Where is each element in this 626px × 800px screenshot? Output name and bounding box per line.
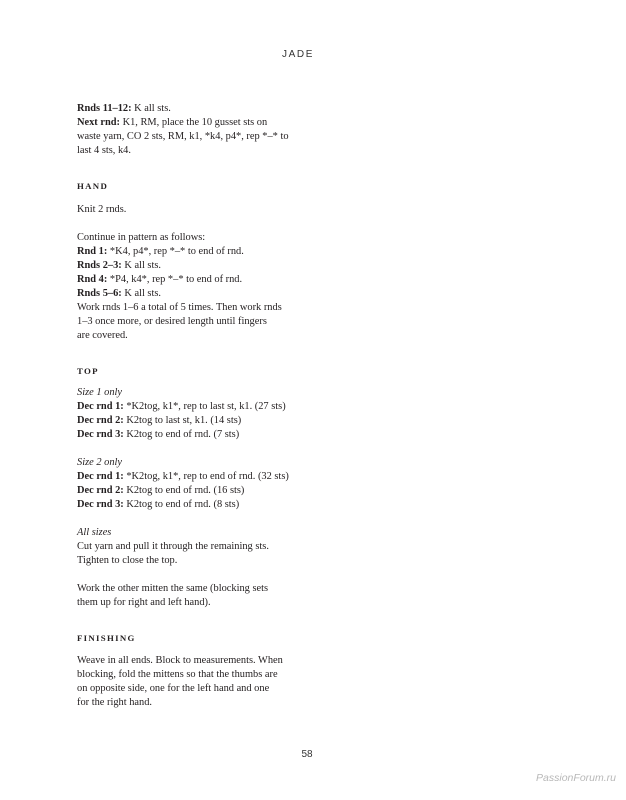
- hand-rnds-5-6: [77, 287, 337, 301]
- hand-rnds-5-6-text: K all sts.: [121, 288, 162, 299]
- hand-rnds-2-3-label: Rnds 2–3:: [77, 260, 122, 271]
- hand-continue: Continue in pattern as follows:: [77, 232, 206, 243]
- hand-rnd-4-text: *P4, k4*, rep *–* to end of rnd.: [107, 274, 243, 285]
- size-1-dec-3-text: K2tog to end of rnd. (7 sts): [123, 429, 240, 440]
- hand-rnd-1-label: Rnd 1:: [77, 246, 108, 257]
- finishing-heading: FINISHING: [77, 633, 136, 643]
- size-2-dec-3-label: Dec rnd 3:: [77, 499, 124, 510]
- next-rnd-line-2: waste yarn, CO 2 sts, RM, k1, *k4, p4*, rep *–* to: [77, 131, 289, 142]
- all-sizes-cut-1: Cut yarn and pull it through the remaining sts.: [77, 541, 269, 552]
- next-rnd-line-1: [77, 116, 337, 130]
- size-1-dec-1-text: *K2tog, k1*, rep to last st, k1. (27 sts): [123, 401, 286, 412]
- pattern-text: [77, 102, 337, 710]
- finishing-line-3: on opposite side, one for the left hand and one: [77, 683, 270, 694]
- size-1-dec-3-label: Dec rnd 3:: [77, 429, 124, 440]
- next-rnd-line-3: last 4 sts, k4.: [77, 145, 131, 156]
- size-1-dec-3: [77, 428, 337, 442]
- hand-work-3: are covered.: [77, 330, 128, 341]
- hand-rnds-2-3-text: K all sts.: [121, 260, 162, 271]
- rnds-11-12-line: [77, 102, 337, 116]
- hand-knit: Knit 2 rnds.: [77, 204, 127, 215]
- all-sizes-cut-2: Tighten to close the top.: [77, 555, 178, 566]
- watermark: PassionForum.ru: [536, 772, 616, 784]
- hand-rnd-4: [77, 273, 337, 287]
- hand-rnd-1: [77, 245, 337, 259]
- size-2-dec-2: [77, 484, 337, 498]
- size-2-dec-1-text: *K2tog, k1*, rep to end of rnd. (32 sts): [123, 471, 289, 482]
- running-head: JADE: [282, 49, 314, 60]
- size-1-dec-2: [77, 414, 337, 428]
- hand-rnds-5-6-label: Rnds 5–6:: [77, 288, 122, 299]
- hand-rnds-2-3: [77, 259, 337, 273]
- size-2-dec-2-text: K2tog to end of rnd. (16 sts): [123, 485, 245, 496]
- hand-heading: HAND: [77, 181, 109, 191]
- size-1-dec-1-label: Dec rnd 1:: [77, 401, 124, 412]
- size-2-dec-2-label: Dec rnd 2:: [77, 485, 124, 496]
- size-2-dec-1-label: Dec rnd 1:: [77, 471, 124, 482]
- all-sizes-title: All sizes: [77, 527, 112, 538]
- size-2-dec-1: [77, 470, 337, 484]
- hand-rnd-1-text: *K4, p4*, rep *–* to end of rnd.: [107, 246, 244, 257]
- size-1-dec-2-text: K2tog to last st, k1. (14 sts): [123, 415, 242, 426]
- hand-work-1: Work rnds 1–6 a total of 5 times. Then work rnds: [77, 302, 282, 313]
- finishing-line-2: blocking, fold the mittens so that the thumbs are: [77, 669, 278, 680]
- hand-rnd-4-label: Rnd 4:: [77, 274, 108, 285]
- next-rnd-text-1: K1, RM, place the 10 gusset sts on: [120, 117, 268, 128]
- size-2-title: Size 2 only: [77, 457, 123, 468]
- finishing-line-1: Weave in all ends. Block to measurements. When: [77, 655, 283, 666]
- size-2-dec-3: [77, 498, 337, 512]
- top-heading: TOP: [77, 366, 99, 376]
- hand-work-2: 1–3 once more, or desired length until fingers: [77, 316, 267, 327]
- next-rnd-label: Next rnd:: [77, 117, 120, 128]
- size-1-dec-1: [77, 400, 337, 414]
- size-1-dec-2-label: Dec rnd 2:: [77, 415, 124, 426]
- all-sizes-other-1: Work the other mitten the same (blocking sets: [77, 583, 269, 594]
- rnds-11-12-text: K all sts.: [131, 103, 171, 114]
- size-1-title: Size 1 only: [77, 387, 123, 398]
- page-number: 58: [301, 749, 313, 760]
- finishing-line-4: for the right hand.: [77, 697, 153, 708]
- rnds-11-12-label: Rnds 11–12:: [77, 103, 132, 114]
- size-2-dec-3-text: K2tog to end of rnd. (8 sts): [123, 499, 240, 510]
- all-sizes-other-2: them up for right and left hand).: [77, 597, 211, 608]
